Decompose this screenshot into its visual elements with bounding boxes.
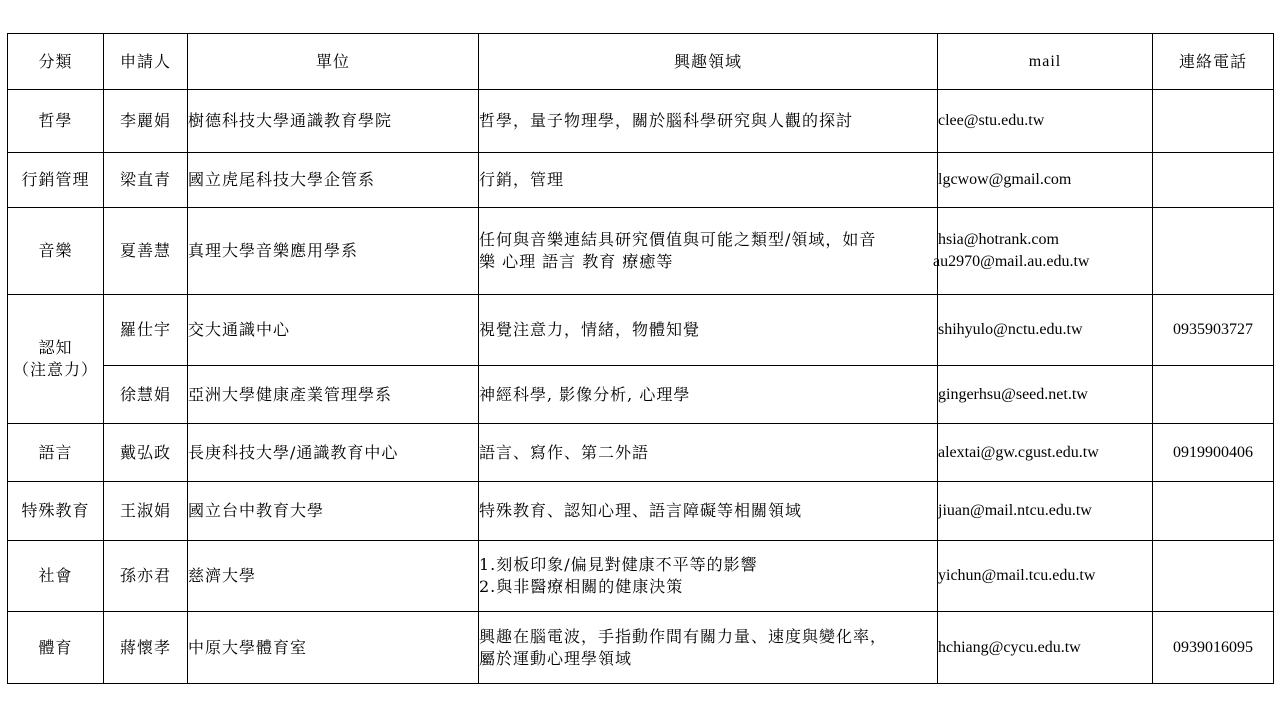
- table-row: [8, 90, 1274, 153]
- header-applicant: 申請人: [104, 34, 188, 90]
- interest-cell: [479, 153, 938, 208]
- interest-line: 特殊教育、認知心理、語言障礙等相關領域: [479, 501, 803, 520]
- interest-cell: [479, 295, 938, 366]
- interest-line: 視覺注意力，情緒，物體知覺: [479, 320, 701, 339]
- interest-line: 興趣在腦電波，手指動作間有關力量、速度與變化率，: [479, 626, 888, 646]
- mail-cell: [938, 424, 1153, 482]
- applicant-cell: 徐慧娟: [104, 366, 188, 424]
- mail-cell: [938, 295, 1153, 366]
- mail-cell: [933, 208, 1153, 295]
- interest-cell: [479, 541, 938, 612]
- unit-cell: 國立台中教育大學: [188, 482, 479, 541]
- category-cell: 音樂: [8, 208, 104, 295]
- phone-cell: 0935903727: [1153, 295, 1274, 366]
- table-row: [8, 295, 1274, 366]
- applicant-cell: 梁直青: [104, 153, 188, 208]
- header-mail: mail: [938, 34, 1153, 90]
- phone-cell: [1153, 208, 1274, 295]
- category-cell: 哲學: [8, 90, 104, 153]
- category-cell: 社會: [8, 541, 104, 612]
- unit-cell: 亞洲大學健康產業管理學系: [188, 366, 479, 424]
- interest-cell: [479, 424, 938, 482]
- header-interest: 興趣領域: [479, 34, 938, 90]
- category-cell: 語言: [8, 424, 104, 482]
- table-row: [8, 612, 1274, 684]
- applicant-cell: 戴弘政: [104, 424, 188, 482]
- interest-line: 1.刻板印象/偏見對健康不平等的影響: [479, 555, 758, 574]
- phone-cell: [1153, 90, 1274, 153]
- interest-line: 樂 心理 語言 教育 療癒等: [479, 252, 674, 271]
- category-cell: 體育: [8, 612, 104, 684]
- phone-cell: [1153, 482, 1274, 541]
- table-row: [8, 541, 1274, 612]
- mail-link[interactable]: shihyulo@nctu.edu.tw: [938, 321, 1083, 338]
- interest-line: 哲學，量子物理學，關於腦科學研究與人觀的探討: [479, 111, 854, 130]
- interest-cell: [479, 366, 938, 424]
- unit-cell: 中原大學體育室: [188, 612, 479, 684]
- interest-cell: [479, 482, 938, 541]
- interest-line: 屬於運動心理學領域: [479, 648, 633, 668]
- unit-cell: 樹德科技大學通識教育學院: [188, 90, 479, 153]
- interest-line: 語言、寫作、第二外語: [479, 442, 650, 462]
- mail-cell: [938, 366, 1153, 424]
- interest-line: 行銷，管理: [479, 170, 565, 189]
- mail-link[interactable]: clee@stu.edu.tw: [938, 112, 1045, 129]
- table-row: [8, 482, 1274, 541]
- mail-link[interactable]: alextai@gw.cgust.edu.tw: [938, 443, 1099, 461]
- phone-cell: [1153, 541, 1274, 612]
- phone-cell: [1153, 366, 1274, 424]
- interest-line: 神經科學, 影像分析, 心理學: [479, 384, 691, 404]
- interest-line: 2.與非醫療相關的健康決策: [479, 577, 684, 596]
- mail-link[interactable]: au2970@mail.au.edu.tw: [933, 253, 1090, 270]
- interest-cell: [479, 90, 938, 153]
- header-category: 分類: [8, 34, 104, 90]
- table-row: [8, 208, 1274, 295]
- unit-cell: 慈濟大學: [188, 541, 479, 612]
- interest-cell: [479, 612, 938, 684]
- category-label: 認知: [38, 338, 73, 357]
- unit-cell: 長庚科技大學/通識教育中心: [188, 424, 479, 482]
- category-cell: [8, 295, 104, 424]
- unit-cell: 交大通識中心: [188, 295, 479, 366]
- mail-cell: [938, 541, 1153, 612]
- mail-link[interactable]: yichun@mail.tcu.edu.tw: [938, 567, 1096, 584]
- applicant-cell: 蔣懷孝: [104, 612, 188, 684]
- mail-cell: [938, 612, 1153, 684]
- phone-cell: [1153, 153, 1274, 208]
- mail-cell: [938, 90, 1153, 153]
- interest-line: 任何與音樂連結具研究價值與可能之類型/領域，如音: [479, 230, 877, 249]
- applicant-cell: 王淑娟: [104, 482, 188, 541]
- applicant-cell: 夏善慧: [104, 208, 188, 295]
- applicant-table: [7, 33, 1274, 684]
- applicant-cell: 李麗娟: [104, 90, 188, 153]
- table-row: [8, 153, 1274, 208]
- mail-link[interactable]: hchiang@cycu.edu.tw: [938, 638, 1081, 656]
- phone-cell: 0919900406: [1153, 424, 1274, 482]
- mail-cell: [938, 153, 1153, 208]
- applicant-cell: 孫亦君: [104, 541, 188, 612]
- category-cell: 特殊教育: [8, 482, 104, 541]
- category-cell: 行銷管理: [8, 153, 104, 208]
- mail-link[interactable]: jiuan@mail.ntcu.edu.tw: [938, 502, 1092, 519]
- table-row: [8, 366, 1274, 424]
- header-unit: 單位: [188, 34, 479, 90]
- category-sublabel: （注意力）: [12, 360, 98, 379]
- mail-link[interactable]: gingerhsu@seed.net.tw: [938, 385, 1088, 403]
- mail-cell: [938, 482, 1153, 541]
- header-row: [8, 34, 1274, 90]
- table-row: [8, 424, 1274, 482]
- applicant-cell: 羅仕宇: [104, 295, 188, 366]
- interest-cell: [479, 208, 938, 295]
- header-phone: 連絡電話: [1153, 34, 1274, 90]
- unit-cell: 國立虎尾科技大學企管系: [188, 153, 479, 208]
- phone-cell: 0939016095: [1153, 612, 1274, 684]
- mail-link[interactable]: hsia@hotrank.com: [938, 231, 1059, 248]
- unit-cell: 真理大學音樂應用學系: [188, 208, 479, 295]
- mail-link[interactable]: lgcwow@gmail.com: [938, 171, 1072, 188]
